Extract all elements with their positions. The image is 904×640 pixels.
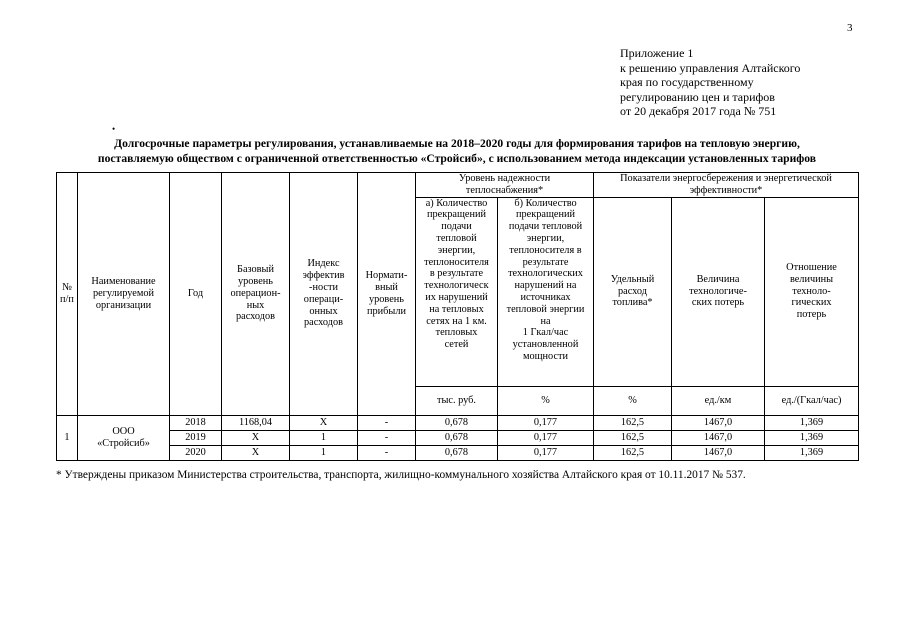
loss-cell: 1467,0 <box>672 415 765 430</box>
header-tech-losses: Величина технологиче- ских потерь <box>672 197 765 386</box>
header-num: № п/п <box>57 173 78 416</box>
appendix-block <box>620 46 800 119</box>
header-reliability-group: Уровень надежности теплоснабжения* <box>416 173 594 198</box>
base-cell: Х <box>222 445 290 460</box>
header-reliability-b: б) Количество прекращений подачи тепловой энергии, теплоносителя в результате технологических нарушений на источниках тепловой энергии на 1 Гкал/час установленной мощности <box>498 197 594 386</box>
rel-a-cell: 0,678 <box>416 430 498 445</box>
base-cell: 1168,04 <box>222 415 290 430</box>
header-fuel-rate: Удельный расход топлива* <box>594 197 672 386</box>
appendix-line: к решению управления Алтайского <box>620 60 801 75</box>
org-name: ООО «Стройсиб» <box>78 415 170 460</box>
title-line-2: поставляемую обществом с ограниченной ответственностью «Стройсиб», с использованием метода индексации установленных тарифов <box>97 152 817 165</box>
unit-cell: % <box>498 386 594 415</box>
year-cell: 2019 <box>170 430 222 445</box>
fuel-cell: 162,5 <box>594 445 672 460</box>
header-org: Наименование регулируемой организации <box>78 173 170 416</box>
norm-cell: - <box>358 430 416 445</box>
header-loss-ratio: Отношение величины техноло- гических потерь <box>765 197 859 386</box>
parameters-table <box>56 172 859 461</box>
decorative-dot: • <box>112 124 116 134</box>
norm-cell: - <box>358 445 416 460</box>
header-reliability-a: а) Количество прекращений подачи тепловой энергии, теплоносителя в результате технологическ их нарушений на тепловых сетях на 1 км. тепловых сетей <box>416 197 498 386</box>
header-base-opex: Базовый уровень операцион- ных расходов <box>222 173 290 416</box>
footnote: * Утверждены приказом Министерства строительства, транспорта, жилищно-коммунального хозяйства Алтайского края от 10.11.2017 № 537. <box>56 469 746 481</box>
header-year: Год <box>170 173 222 416</box>
rel-a-cell: 0,678 <box>416 415 498 430</box>
appendix-line: Приложение 1 <box>620 46 694 60</box>
rel-b-cell: 0,177 <box>498 445 594 460</box>
appendix-line: от 20 декабря 2017 года № 751 <box>620 104 777 119</box>
loss-cell: 1467,0 <box>672 430 765 445</box>
header-normative-profit: Нормати- вный уровень прибыли <box>358 173 416 416</box>
appendix-line: регулированию цен и тарифов <box>620 89 775 104</box>
unit-cell: % <box>594 386 672 415</box>
fuel-cell: 162,5 <box>594 415 672 430</box>
year-cell: 2018 <box>170 415 222 430</box>
unit-cell: ед./км <box>672 386 765 415</box>
base-cell: Х <box>222 430 290 445</box>
org-number: 1 <box>57 415 78 460</box>
unit-cell: ед./(Гкал/час) <box>765 386 859 415</box>
loss-cell: 1467,0 <box>672 445 765 460</box>
norm-cell: - <box>358 415 416 430</box>
year-cell: 2020 <box>170 445 222 460</box>
index-cell: 1 <box>290 445 358 460</box>
index-cell: Х <box>290 415 358 430</box>
rel-b-cell: 0,177 <box>498 430 594 445</box>
page-number: 3 <box>847 22 853 34</box>
ratio-cell: 1,369 <box>765 445 859 460</box>
fuel-cell: 162,5 <box>594 430 672 445</box>
header-efficiency-index: Индекс эффектив -ности операци- онных расходов <box>290 173 358 416</box>
rel-a-cell: 0,678 <box>416 445 498 460</box>
index-cell: 1 <box>290 430 358 445</box>
header-energy-group: Показатели энергосбережения и энергетической эффективности* <box>594 173 859 198</box>
appendix-line: края по государственному <box>620 75 754 90</box>
title-line-1: Долгосрочные параметры регулирования, устанавливаемые на 2018–2020 годы для формирования тарифов на тепловую энергию, <box>114 137 800 150</box>
unit-cell: тыс. руб. <box>416 386 498 415</box>
rel-b-cell: 0,177 <box>498 415 594 430</box>
ratio-cell: 1,369 <box>765 415 859 430</box>
document-title <box>56 136 858 166</box>
ratio-cell: 1,369 <box>765 430 859 445</box>
